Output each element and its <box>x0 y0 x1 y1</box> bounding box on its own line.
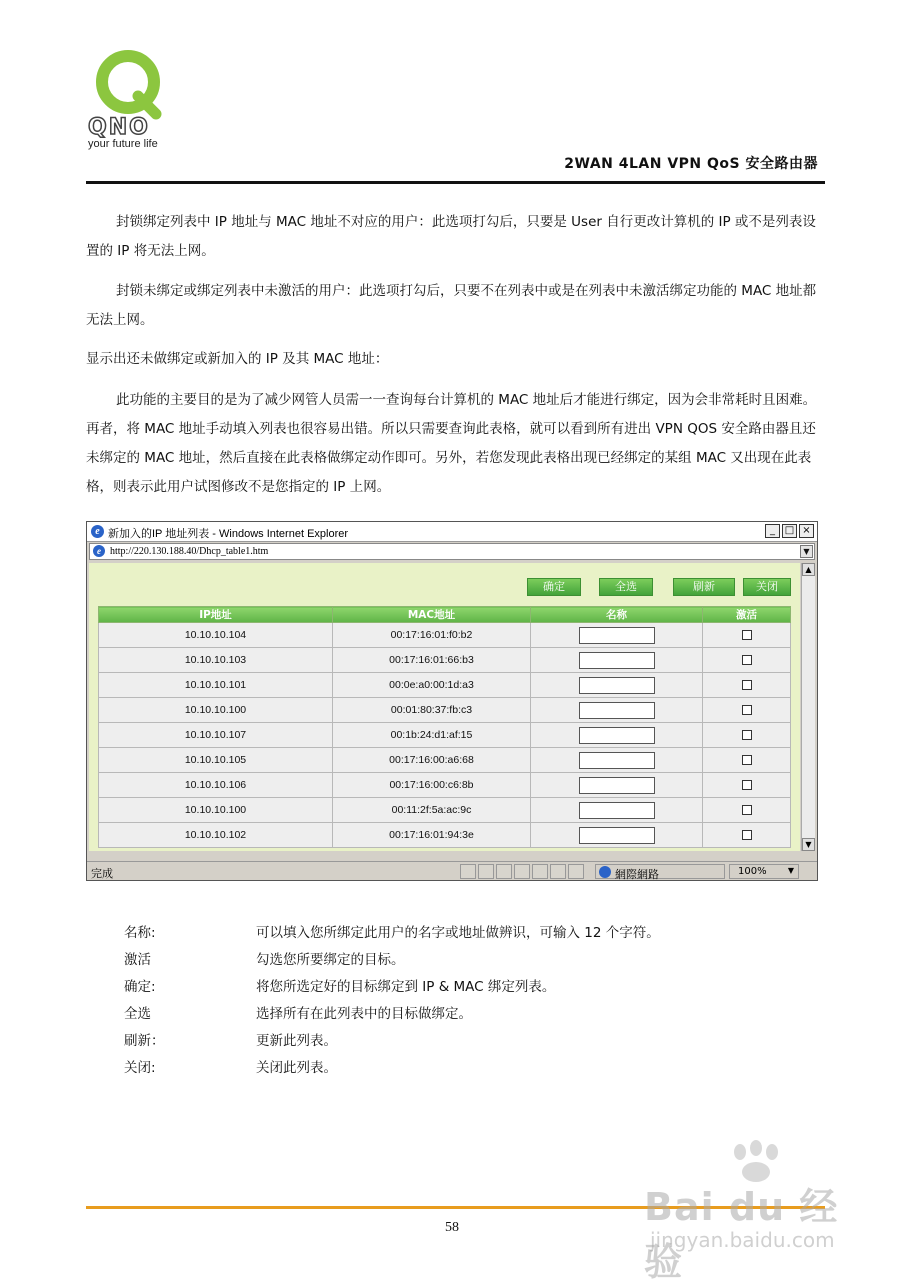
definition-desc: 选择所有在此列表中的目标做绑定。 <box>256 1006 472 1022</box>
status-panels <box>460 864 584 879</box>
name-input[interactable] <box>579 652 655 669</box>
ip-cell: 10.10.10.100 <box>99 798 333 823</box>
paragraph-show-new: 显示出还未做绑定或新加入的 IP 及其 MAC 地址： <box>86 351 389 367</box>
name-cell <box>531 673 703 698</box>
address-url: http://220.130.188.40/Dhcp_table1.htm <box>110 546 269 557</box>
name-input[interactable] <box>579 677 655 694</box>
button-descriptions <box>124 924 824 1086</box>
activate-checkbox[interactable] <box>742 830 752 840</box>
table-row <box>99 798 791 823</box>
paragraph-block-mismatch: 封锁绑定列表中 IP 地址与 MAC 地址不对应的用户：此选项打勾后，只要是 User 自行更改计算机的 IP 或不是列表设置的 IP 将无法上网。 <box>86 214 816 259</box>
activate-checkbox[interactable] <box>742 655 752 665</box>
vertical-scrollbar[interactable] <box>801 563 815 851</box>
mac-cell: 00:01:80:37:fb:c3 <box>333 698 531 723</box>
definition-term: 确定: <box>124 979 156 995</box>
activate-checkbox[interactable] <box>742 805 752 815</box>
ip-cell: 10.10.10.106 <box>99 773 333 798</box>
mac-cell: 00:17:16:01:f0:b2 <box>333 623 531 648</box>
definition-desc: 勾选您所要绑定的目标。 <box>256 952 405 968</box>
activate-cell <box>703 773 791 798</box>
table-row <box>99 823 791 848</box>
activate-checkbox[interactable] <box>742 630 752 640</box>
paragraph-purpose: 此功能的主要目的是为了减少网管人员需一一查询每台计算机的 MAC 地址后才能进行绑定，因为会非常耗时且困难。再者，将 MAC 地址手动填入列表也很容易出错。所以只需要查询此表格，就可以看到所有进出 VPN QOS 安全路由器且还未绑定的 MAC 地址，然后直接在此表格做绑定动作即可。另外，若您发现此表格出现已经绑定的某组 MAC 又出现在此表格，则表示此用户试图修改不是您指定的 IP 上网。 <box>86 392 817 495</box>
table-row <box>99 773 791 798</box>
address-dropdown-icon[interactable]: ▼ <box>800 545 813 558</box>
mac-cell: 00:17:16:01:94:3e <box>333 823 531 848</box>
table-row <box>99 623 791 648</box>
table-row <box>99 698 791 723</box>
definition-row <box>124 951 824 978</box>
column-header-mac: MAC地址 <box>333 607 531 623</box>
browser-window-title: 新加入的IP 地址列表 - Windows Internet Explorer <box>108 528 349 540</box>
minimize-button[interactable]: _ <box>765 524 780 538</box>
scroll-down-icon[interactable]: ▼ <box>802 838 815 851</box>
definition-term: 激活 <box>124 952 151 968</box>
qno-logo <box>86 42 196 152</box>
page-number: 58 <box>445 1220 459 1235</box>
name-input[interactable] <box>579 727 655 744</box>
browser-window <box>86 521 818 881</box>
name-input[interactable] <box>579 627 655 644</box>
definition-row <box>124 1059 824 1086</box>
close-list-button[interactable]: 关闭 <box>743 578 791 596</box>
definition-row <box>124 924 824 951</box>
zoom-dropdown-icon[interactable]: ▼ <box>787 866 794 875</box>
activate-checkbox[interactable] <box>742 730 752 740</box>
mac-cell: 00:11:2f:5a:ac:9c <box>333 798 531 823</box>
ip-cell: 10.10.10.107 <box>99 723 333 748</box>
definition-desc: 将您所选定好的目标绑定到 IP & MAC 绑定列表。 <box>256 979 556 995</box>
security-zone <box>595 864 725 879</box>
globe-icon <box>599 866 611 878</box>
scroll-up-icon[interactable]: ▲ <box>802 563 815 576</box>
watermark-url: jingyan.baidu.com <box>650 1228 835 1252</box>
zone-label: 網際網路 <box>615 868 659 881</box>
confirm-button[interactable]: 确定 <box>527 578 581 596</box>
definition-desc: 更新此列表。 <box>256 1033 337 1049</box>
table-row <box>99 723 791 748</box>
activate-cell <box>703 798 791 823</box>
definition-term: 全选 <box>124 1006 151 1022</box>
definition-desc: 关闭此列表。 <box>256 1060 337 1076</box>
header-rule <box>86 181 825 184</box>
activate-cell <box>703 648 791 673</box>
activate-checkbox[interactable] <box>742 705 752 715</box>
browser-titlebar <box>87 522 817 542</box>
definition-term: 刷新： <box>124 1033 165 1049</box>
activate-checkbox[interactable] <box>742 780 752 790</box>
ip-cell: 10.10.10.103 <box>99 648 333 673</box>
definition-row <box>124 1005 824 1032</box>
definition-row <box>124 1032 824 1059</box>
page-icon: e <box>93 545 105 557</box>
status-text: 完成 <box>91 867 113 880</box>
name-input[interactable] <box>579 702 655 719</box>
name-cell <box>531 723 703 748</box>
name-cell <box>531 798 703 823</box>
column-header-name: 名称 <box>531 607 703 623</box>
mac-cell: 00:1b:24:d1:af:15 <box>333 723 531 748</box>
definition-desc: 可以填入您所绑定此用户的名字或地址做辨识，可输入 12 个字符。 <box>256 925 660 941</box>
address-bar[interactable] <box>89 543 815 560</box>
column-header-activate: 激活 <box>703 607 791 623</box>
ip-cell: 10.10.10.100 <box>99 698 333 723</box>
mac-cell: 00:0e:a0:00:1d:a3 <box>333 673 531 698</box>
new-ip-table <box>98 606 791 848</box>
definition-term: 名称: <box>124 925 156 941</box>
name-input[interactable] <box>579 802 655 819</box>
definition-term: 关闭: <box>124 1060 156 1076</box>
activate-checkbox[interactable] <box>742 755 752 765</box>
table-row <box>99 673 791 698</box>
name-cell <box>531 648 703 673</box>
name-cell <box>531 773 703 798</box>
select-all-button[interactable]: 全选 <box>599 578 653 596</box>
logo-tagline: your future life <box>88 138 158 150</box>
activate-cell <box>703 673 791 698</box>
column-header-ip: IP地址 <box>99 607 333 623</box>
mac-cell: 00:17:16:00:a6:68 <box>333 748 531 773</box>
name-cell <box>531 823 703 848</box>
activate-cell <box>703 723 791 748</box>
page-content <box>89 563 800 851</box>
close-window-button[interactable]: × <box>799 524 814 538</box>
ie-icon: e <box>91 525 104 538</box>
activate-cell <box>703 623 791 648</box>
zoom-level: 100% <box>738 866 767 877</box>
paragraph-block-unbound: 封锁未绑定或绑定列表中未激活的用户：此选项打勾后，只要不在列表中或是在列表中未激活绑定功能的 MAC 地址都无法上网。 <box>86 283 817 328</box>
activate-checkbox[interactable] <box>742 680 752 690</box>
table-row <box>99 648 791 673</box>
ip-cell: 10.10.10.105 <box>99 748 333 773</box>
name-cell <box>531 748 703 773</box>
activate-cell <box>703 823 791 848</box>
mac-cell: 00:17:16:00:c6:8b <box>333 773 531 798</box>
name-cell <box>531 623 703 648</box>
name-input[interactable] <box>579 777 655 794</box>
ip-cell: 10.10.10.104 <box>99 623 333 648</box>
logo-text: QNO <box>88 115 150 140</box>
name-input[interactable] <box>579 752 655 769</box>
activate-cell <box>703 698 791 723</box>
table-row <box>99 748 791 773</box>
ip-cell: 10.10.10.102 <box>99 823 333 848</box>
name-cell <box>531 698 703 723</box>
zoom-control[interactable] <box>729 864 799 879</box>
mac-cell: 00:17:16:01:66:b3 <box>333 648 531 673</box>
refresh-button[interactable]: 刷新 <box>673 578 735 596</box>
status-bar <box>87 861 817 880</box>
name-input[interactable] <box>579 827 655 844</box>
maximize-button[interactable]: □ <box>782 524 797 538</box>
document-title: 2WAN 4LAN VPN QoS 安全路由器 <box>564 156 818 172</box>
baidu-watermark <box>630 1140 870 1280</box>
ip-cell: 10.10.10.101 <box>99 673 333 698</box>
activate-cell <box>703 748 791 773</box>
definition-row <box>124 978 824 1005</box>
watermark-brand: Bai du 经验 <box>644 1185 839 1280</box>
